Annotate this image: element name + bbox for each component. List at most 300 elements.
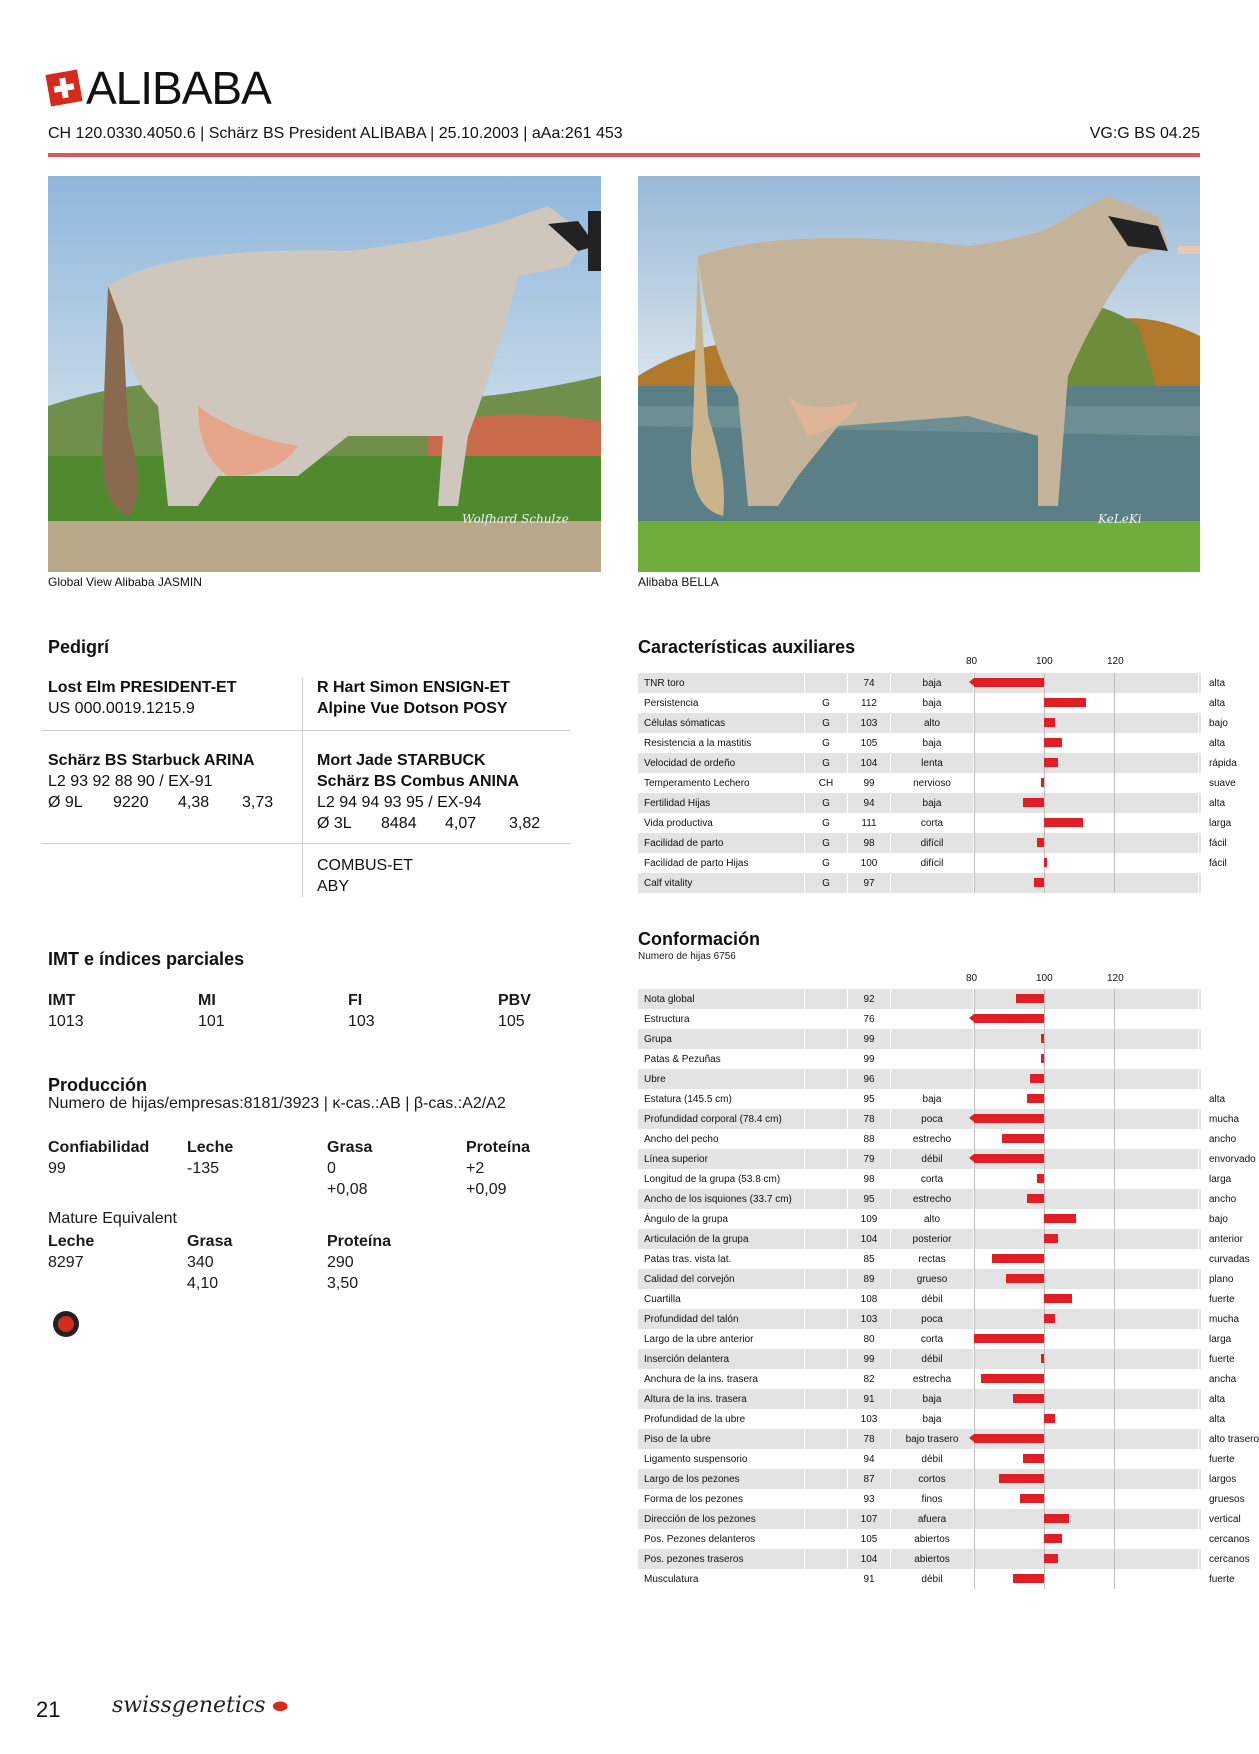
- aux-value-bar: [1041, 778, 1045, 787]
- conf-source: [805, 1029, 848, 1049]
- conf-gridline: [974, 1129, 975, 1149]
- prod-fat: 0: [327, 1160, 336, 1177]
- prod-milk: -135: [187, 1160, 220, 1177]
- swiss-flag-icon: [45, 69, 82, 106]
- aux-gridline: [1114, 833, 1115, 853]
- conf-low-label: estrecha: [891, 1369, 974, 1389]
- conf-gridline: [1114, 1309, 1115, 1329]
- conf-source: [805, 1409, 848, 1429]
- conf-trait-value: 95: [848, 1189, 891, 1209]
- conf-high-label: alto trasero: [1199, 1429, 1202, 1449]
- conf-trait-label: Pos. pezones traseros: [638, 1549, 805, 1569]
- conf-row: [638, 1249, 1202, 1269]
- aux-gridline: [974, 873, 975, 893]
- prod-protein: +2: [466, 1160, 485, 1177]
- conf-source: [805, 1289, 848, 1309]
- conf-source: [805, 1369, 848, 1389]
- aux-trait-value: 105: [848, 733, 891, 753]
- conf-trait-value: 93: [848, 1489, 891, 1509]
- conf-low-label: [891, 1049, 974, 1069]
- conf-source: [805, 1529, 848, 1549]
- conf-bar-cell: [974, 1449, 1199, 1469]
- conf-gridline: [1114, 1469, 1115, 1489]
- conf-high-label: alta: [1199, 1389, 1202, 1409]
- conf-trait-label: Piso de la ubre: [638, 1429, 805, 1449]
- conf-value-bar: [1013, 1574, 1045, 1583]
- conf-high-label: [1199, 989, 1202, 1009]
- conf-gridline: [974, 1029, 975, 1049]
- conf-trait-value: 85: [848, 1249, 891, 1269]
- conf-gridline: [1044, 1029, 1045, 1049]
- aux-gridline: [1114, 813, 1115, 833]
- conf-gridline: [1044, 1269, 1045, 1289]
- aux-trait-value: 111: [848, 813, 891, 833]
- conf-gridline: [1044, 1449, 1045, 1469]
- aux-row: [638, 813, 1202, 833]
- conf-value-bar: [981, 1374, 1044, 1383]
- conf-low-label: baja: [891, 1409, 974, 1429]
- conf-bar-cell: [974, 1149, 1199, 1169]
- conf-gridline: [974, 1389, 975, 1409]
- conf-low-label: rectas: [891, 1249, 974, 1269]
- imt-value: 1013: [48, 1013, 84, 1030]
- conf-high-label: [1199, 1009, 1202, 1029]
- aux-trait-label: Temperamento Lechero: [638, 773, 805, 793]
- conf-source: [805, 1569, 848, 1589]
- aux-value-bar: [1044, 718, 1055, 727]
- me-fat-pct: 4,10: [187, 1275, 219, 1292]
- conf-trait-value: 88: [848, 1129, 891, 1149]
- conf-high-label: [1199, 1049, 1202, 1069]
- conf-bar-cell: [974, 1269, 1199, 1289]
- conf-row: [638, 1329, 1202, 1349]
- conf-high-label: cercanos: [1199, 1529, 1202, 1549]
- conf-gridline: [1044, 1089, 1045, 1109]
- imt-header-pbv: PBV: [498, 992, 531, 1009]
- conf-bar-cell: [974, 1229, 1199, 1249]
- conf-source: [805, 1129, 848, 1149]
- dam-classification: L2 93 92 88 90 / EX-91: [48, 773, 213, 790]
- mi-value: 101: [198, 1013, 225, 1030]
- dam-lactations: Ø 9L: [48, 794, 83, 811]
- conf-bar-cell: [974, 1209, 1199, 1229]
- aux-scale-100: 100: [1036, 656, 1053, 667]
- conf-gridline: [1114, 1569, 1115, 1589]
- conf-gridline: [974, 1089, 975, 1109]
- conf-low-label: grueso: [891, 1269, 974, 1289]
- bull-name: ALIBABA: [86, 62, 271, 114]
- pedigree-divider: [302, 677, 303, 897]
- aux-high-label: fácil: [1199, 853, 1202, 873]
- conf-trait-value: 107: [848, 1509, 891, 1529]
- conf-gridline: [1044, 1169, 1045, 1189]
- conf-gridline: [1044, 1489, 1045, 1509]
- aux-bar-cell: [974, 693, 1199, 713]
- me-row2-milk: [48, 1273, 187, 1294]
- conf-row: [638, 1229, 1202, 1249]
- conf-trait-label: Profundidad del talón: [638, 1309, 805, 1329]
- conf-gridline: [1114, 1389, 1115, 1409]
- logo-mark-icon: ⬬: [272, 1696, 288, 1717]
- prod-protein-pct: +0,09: [466, 1181, 507, 1198]
- aux-trait-label: TNR toro: [638, 673, 805, 693]
- aux-row: [638, 733, 1202, 753]
- conf-value-bar: [1044, 1294, 1072, 1303]
- conf-row: [638, 1389, 1202, 1409]
- conf-high-label: [1199, 1069, 1202, 1089]
- prod-header-protein: Proteína: [466, 1139, 531, 1156]
- conf-trait-value: 89: [848, 1269, 891, 1289]
- conf-gridline: [974, 1309, 975, 1329]
- swissgenetics-logo: [112, 1693, 288, 1718]
- photo-credit-1: Wolfhard Schulze: [462, 512, 569, 526]
- pedigree-title: Pedigrí: [48, 637, 110, 657]
- conf-gridline: [974, 1289, 975, 1309]
- aux-high-label: alta: [1199, 693, 1202, 713]
- conf-trait-value: 94: [848, 1449, 891, 1469]
- conf-high-label: vertical: [1199, 1509, 1202, 1529]
- conf-row: [638, 989, 1202, 1009]
- aux-scale-120: 120: [1107, 656, 1124, 667]
- conf-gridline: [974, 1069, 975, 1089]
- conf-gridline: [1044, 1429, 1045, 1449]
- conf-high-label: fuerte: [1199, 1569, 1202, 1589]
- conf-value-bar: [1041, 1054, 1045, 1063]
- conf-value-bar: [1016, 994, 1044, 1003]
- conf-bar-cell: [974, 1549, 1199, 1569]
- conf-trait-value: 109: [848, 1209, 891, 1229]
- conf-high-label: bajo: [1199, 1209, 1202, 1229]
- conf-table: [638, 989, 1259, 1589]
- conf-source: [805, 1349, 848, 1369]
- aux-source: G: [805, 693, 848, 713]
- conf-row: [638, 1149, 1202, 1169]
- conf-trait-label: Altura de la ins. trasera: [638, 1389, 805, 1409]
- conf-value-bar: [999, 1474, 1045, 1483]
- aux-bar-cell: [974, 713, 1199, 733]
- conf-source: [805, 1549, 848, 1569]
- aux-trait-label: Vida productiva: [638, 813, 805, 833]
- conf-trait-value: 82: [848, 1369, 891, 1389]
- aux-table: [638, 673, 1237, 893]
- conf-row: [638, 1489, 1202, 1509]
- conf-value-bar: [1044, 1414, 1055, 1423]
- conf-trait-label: Profundidad corporal (78.4 cm): [638, 1109, 805, 1129]
- aux-source: G: [805, 793, 848, 813]
- conf-bar-cell: [974, 1109, 1199, 1129]
- conf-bar-cell: [974, 1489, 1199, 1509]
- conf-row: [638, 1349, 1202, 1369]
- aux-gridline: [1114, 713, 1115, 733]
- me-row-1: [48, 1252, 466, 1273]
- aux-low-label: lenta: [891, 753, 974, 773]
- conf-gridline: [974, 1229, 975, 1249]
- aux-high-label: larga: [1199, 813, 1202, 833]
- aux-gridline: [974, 833, 975, 853]
- conf-gridline: [1114, 1449, 1115, 1469]
- conf-value-bar: [1044, 1234, 1058, 1243]
- imt-header-fi: FI: [348, 992, 363, 1009]
- aux-value-bar: [1044, 758, 1058, 767]
- aux-source: G: [805, 873, 848, 893]
- aux-high-label: alta: [1199, 733, 1202, 753]
- conf-source: [805, 1309, 848, 1329]
- conf-gridline: [1114, 1429, 1115, 1449]
- conf-bar-cell: [974, 1049, 1199, 1069]
- conf-value-bar: [974, 1114, 1044, 1123]
- photo-caption-2: Alibaba BELLA: [638, 575, 719, 589]
- aux-source: [805, 673, 848, 693]
- conf-trait-label: Ángulo de la grupa: [638, 1209, 805, 1229]
- conf-trait-label: Musculatura: [638, 1569, 805, 1589]
- conf-high-label: gruesos: [1199, 1489, 1202, 1509]
- dam-sire-name: Mort Jade STARBUCK: [317, 752, 486, 769]
- conf-source: [805, 1109, 848, 1129]
- aux-gridline: [974, 793, 975, 813]
- conf-row: [638, 1409, 1202, 1429]
- quality-seal-icon: [53, 1311, 79, 1337]
- conf-bar-cell: [974, 1429, 1199, 1449]
- conf-trait-label: Articulación de la grupa: [638, 1229, 805, 1249]
- aux-title: Características auxiliares: [638, 637, 856, 657]
- conf-gridline: [1114, 1289, 1115, 1309]
- conf-high-label: plano: [1199, 1269, 1202, 1289]
- prod-reliability: 99: [48, 1160, 66, 1177]
- conf-low-label: alto: [891, 1209, 974, 1229]
- aux-value-bar: [1044, 698, 1086, 707]
- conf-trait-value: 96: [848, 1069, 891, 1089]
- conf-trait-label: Ubre: [638, 1069, 805, 1089]
- conf-value-bar: [1002, 1134, 1044, 1143]
- production-row-2: [48, 1179, 586, 1200]
- conf-low-label: corta: [891, 1169, 974, 1189]
- conf-row: [638, 1189, 1202, 1209]
- aux-bar-cell: [974, 853, 1199, 873]
- conf-bar-cell: [974, 1329, 1199, 1349]
- dam-dam-fat: 4,07: [445, 815, 477, 832]
- conf-gridline: [1114, 1489, 1115, 1509]
- conf-bar-cell: [974, 1569, 1199, 1589]
- conf-high-label: anterior: [1199, 1229, 1202, 1249]
- me-protein-pct: 3,50: [327, 1275, 359, 1292]
- conf-trait-label: Estatura (145.5 cm): [638, 1089, 805, 1109]
- pedigree-dam: [48, 750, 273, 813]
- conf-value-bar: [992, 1254, 1045, 1263]
- fi-value: 103: [348, 1013, 375, 1030]
- conf-bar-cell: [974, 1169, 1199, 1189]
- pedigree-ggs: [317, 855, 413, 897]
- conf-trait-label: Anchura de la ins. trasera: [638, 1369, 805, 1389]
- conf-gridline: [1044, 1189, 1045, 1209]
- aux-low-label: corta: [891, 813, 974, 833]
- conf-row: [638, 1369, 1202, 1389]
- conf-value-bar: [1020, 1494, 1045, 1503]
- conf-row: [638, 1549, 1202, 1569]
- conf-gridline: [1114, 1129, 1115, 1149]
- aux-source: G: [805, 853, 848, 873]
- ggs-2: ABY: [317, 878, 350, 895]
- conf-bar-cell: [974, 1509, 1199, 1529]
- pedigree-dam-parents: [317, 750, 540, 834]
- aux-gridline: [1114, 673, 1115, 693]
- conf-row: [638, 1269, 1202, 1289]
- conf-gridline: [1114, 1369, 1115, 1389]
- conf-source: [805, 1469, 848, 1489]
- conf-value-bar: [1044, 1534, 1062, 1543]
- conf-low-label: poca: [891, 1309, 974, 1329]
- imt-header-mi: MI: [198, 992, 216, 1009]
- conf-value-bar: [1013, 1394, 1045, 1403]
- conf-trait-label: Patas & Pezuñas: [638, 1049, 805, 1069]
- conf-gridline: [1114, 1009, 1115, 1029]
- conf-row: [638, 1129, 1202, 1149]
- conf-high-label: larga: [1199, 1329, 1202, 1349]
- conf-trait-value: 104: [848, 1229, 891, 1249]
- conf-gridline: [974, 1469, 975, 1489]
- conf-trait-label: Calidad del corvejón: [638, 1269, 805, 1289]
- aux-gridline: [1114, 793, 1115, 813]
- conf-trait-value: 92: [848, 989, 891, 1009]
- conf-trait-label: Estructura: [638, 1009, 805, 1029]
- conf-gridline: [974, 1369, 975, 1389]
- conf-gridline: [1114, 1229, 1115, 1249]
- conf-low-label: abiertos: [891, 1529, 974, 1549]
- conf-value-bar: [1030, 1074, 1044, 1083]
- aux-gridline: [1114, 753, 1115, 773]
- aux-gridline: [1044, 673, 1045, 693]
- conf-low-label: [891, 1069, 974, 1089]
- conf-bar-cell: [974, 1129, 1199, 1149]
- conf-trait-value: 99: [848, 1049, 891, 1069]
- conf-trait-value: 79: [848, 1149, 891, 1169]
- conf-low-label: finos: [891, 1489, 974, 1509]
- conf-row: [638, 1309, 1202, 1329]
- conf-high-label: larga: [1199, 1169, 1202, 1189]
- conf-high-label: cercanos: [1199, 1549, 1202, 1569]
- aux-gridline: [974, 733, 975, 753]
- conf-high-label: fuerte: [1199, 1349, 1202, 1369]
- conf-low-label: afuera: [891, 1509, 974, 1529]
- aux-low-label: alto: [891, 713, 974, 733]
- aux-source: CH: [805, 773, 848, 793]
- conf-value-bar: [1041, 1354, 1045, 1363]
- aux-trait-label: Persistencia: [638, 693, 805, 713]
- conf-bar-cell: [974, 1029, 1199, 1049]
- conf-trait-value: 99: [848, 1349, 891, 1369]
- imt-title: IMT e índices parciales: [48, 949, 245, 969]
- conf-gridline: [1044, 1389, 1045, 1409]
- dam-protein: 3,73: [242, 794, 274, 811]
- aux-bar-cell: [974, 793, 1199, 813]
- me-milk: 8297: [48, 1254, 84, 1271]
- conf-trait-value: 91: [848, 1389, 891, 1409]
- me-row-2: [48, 1273, 466, 1294]
- conf-high-label: ancho: [1199, 1189, 1202, 1209]
- conf-trait-label: Cuartilla: [638, 1289, 805, 1309]
- conf-high-label: fuerte: [1199, 1289, 1202, 1309]
- aux-bar-cell: [974, 833, 1199, 853]
- aux-trait-value: 104: [848, 753, 891, 773]
- conf-gridline: [1044, 1469, 1045, 1489]
- conf-row: [638, 1109, 1202, 1129]
- aux-trait-value: 74: [848, 673, 891, 693]
- conf-trait-label: Longitud de la grupa (53.8 cm): [638, 1169, 805, 1189]
- conf-trait-label: Línea superior: [638, 1149, 805, 1169]
- pbv-value: 105: [498, 1013, 525, 1030]
- conf-gridline: [1114, 989, 1115, 1009]
- conf-title: Conformación: [638, 929, 761, 949]
- conf-bar-cell: [974, 1009, 1199, 1029]
- aux-row: [638, 793, 1202, 813]
- conf-high-label: largos: [1199, 1469, 1202, 1489]
- dam-dam-classification: L2 94 94 93 95 / EX-94: [317, 794, 482, 811]
- conf-source: [805, 1049, 848, 1069]
- conf-gridline: [1114, 1269, 1115, 1289]
- conf-value-bar: [974, 1154, 1044, 1163]
- conf-low-label: abiertos: [891, 1549, 974, 1569]
- aux-row: [638, 693, 1202, 713]
- conf-low-label: cortos: [891, 1469, 974, 1489]
- conf-value-bar: [1023, 1454, 1044, 1463]
- aux-source: G: [805, 833, 848, 853]
- conf-trait-label: Patas tras. vista lat.: [638, 1249, 805, 1269]
- conf-row: [638, 1169, 1202, 1189]
- conf-trait-value: 76: [848, 1009, 891, 1029]
- aux-trait-value: 97: [848, 873, 891, 893]
- aux-value-bar: [974, 678, 1044, 687]
- production-headers: [48, 1137, 586, 1158]
- conf-gridline: [974, 1449, 975, 1469]
- conf-value-bar: [1041, 1034, 1045, 1043]
- conf-low-label: posterior: [891, 1229, 974, 1249]
- conf-scale-100: 100: [1036, 973, 1053, 984]
- conf-trait-label: Forma de los pezones: [638, 1489, 805, 1509]
- conf-value-bar: [1037, 1174, 1044, 1183]
- aux-bar-cell: [974, 673, 1199, 693]
- dam-milk: 9220: [113, 794, 149, 811]
- conf-source: [805, 1089, 848, 1109]
- conf-gridline: [974, 1509, 975, 1529]
- pedigree-hline-1: [41, 730, 571, 731]
- dam-dam-lactations: Ø 3L: [317, 815, 352, 832]
- dam-dam-milk: 8484: [381, 815, 417, 832]
- aux-trait-value: 99: [848, 773, 891, 793]
- conf-source: [805, 1009, 848, 1029]
- page-number: 21: [36, 1697, 61, 1722]
- aux-gridline: [974, 713, 975, 733]
- aux-trait-value: 100: [848, 853, 891, 873]
- aux-row: [638, 833, 1202, 853]
- conf-bar-cell: [974, 1189, 1199, 1209]
- conf-gridline: [1114, 1089, 1115, 1109]
- conf-low-label: débil: [891, 1289, 974, 1309]
- conf-low-label: corta: [891, 1329, 974, 1349]
- logo-text: swissgenetics: [112, 1693, 266, 1718]
- conf-source: [805, 1149, 848, 1169]
- conf-trait-label: Inserción delantera: [638, 1349, 805, 1369]
- aux-low-label: difícil: [891, 833, 974, 853]
- conf-gridline: [1044, 1009, 1045, 1029]
- conf-gridline: [1114, 1349, 1115, 1369]
- conf-source: [805, 1269, 848, 1289]
- aux-source: G: [805, 753, 848, 773]
- conf-value-bar: [1044, 1554, 1058, 1563]
- photo-credit-2: KeLeKi: [1098, 512, 1142, 526]
- conf-bar-cell: [974, 1409, 1199, 1429]
- aux-high-label: [1199, 873, 1202, 893]
- conf-trait-label: Largo de los pezones: [638, 1469, 805, 1489]
- conf-high-label: mucha: [1199, 1309, 1202, 1329]
